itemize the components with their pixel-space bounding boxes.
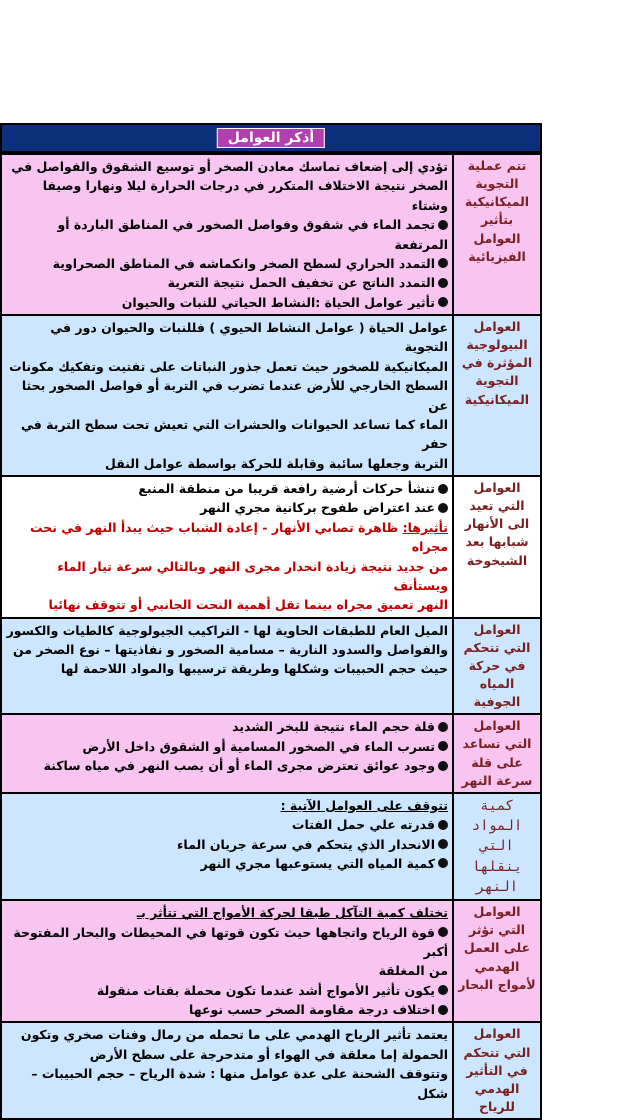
row-label: العوامل البيولوجية المؤثرة في التجوية الميكانيكية [453, 315, 541, 476]
bullet-icon [438, 927, 448, 937]
bullet-icon [438, 278, 448, 288]
bullet-icon [438, 839, 448, 849]
content-line: عوامل الحياة ( عوامل النشاط الحيوي ) فللنبات والحيوان دور في التجوية [50, 320, 448, 355]
row-content [1, 154, 453, 315]
list-item: قلة حجم الماء نتيجة للبخر الشديد [6, 717, 448, 736]
content-heading: تتوقف على العوامل الآتية : [280, 797, 448, 813]
list-item: التمدد الناتج عن تخفيف الحمل نتيجة التعرية [6, 273, 448, 292]
bullet-icon [438, 741, 448, 751]
bullet-icon [438, 985, 448, 995]
list-item: تجمد الماء في شقوق وفواصل الصخور في المناطق الباردة أو المرتفعة [57, 217, 448, 252]
bullet-icon [438, 820, 448, 830]
table-row [1, 900, 541, 1022]
list-item: التمدد الحراري لسطح الصخر وانكماشه في المناطق الصحراوية [6, 254, 448, 273]
bullet-icon [438, 858, 448, 868]
content-line: والفواصل والسدود النارية – مسامية الصخور و نفاذيتها – نوع الصخر من [13, 642, 448, 657]
list-item: تأثير عوامل الحياة :النشاط الحياتي للنبات والحيوان [6, 293, 448, 312]
content-heading: تختلف كمية التآكل طبقا لحركة الأمواج التي تتأثر بـ [136, 905, 448, 921]
content-line: يعتمد تأثير الرياح الهدمي على ما تحمله من رمال وفتات صخري وتكون [20, 1027, 448, 1043]
table-row [1, 315, 541, 476]
bullet-icon [438, 297, 448, 307]
row-content [1, 1022, 453, 1119]
row-content [1, 714, 453, 793]
content-line: تأثيرها: ظاهرة تصابي الأنهار - إعادة الشباب حيث يبدأ النهر في نحت مجراه [29, 519, 448, 555]
list-item: وجود عوائق تعترض مجرى الماء أو أن يصب النهر في مياه ساكنة [6, 756, 448, 775]
row-label: العوامل التي تتحكم في حركة المياه الجوفية [453, 618, 541, 715]
row-label: العوامل التي تتحكم في التأثير الهدمي للرياح [453, 1022, 541, 1119]
bullet-icon [438, 722, 448, 732]
content-line: وتتوقف الشحنة على عدة عوامل منها : شدة الرياح – حجم الحبيبات – شكل [31, 1066, 448, 1101]
table-row [1, 618, 541, 715]
row-label: العوامل التي تساعد على قلة سرعة النهر [453, 714, 541, 793]
row-content [1, 900, 453, 1022]
bullet-icon [438, 220, 448, 230]
list-item: تسرب الماء في الصخور المسامية أو الشقوق داخل الأرض [6, 737, 448, 756]
content-line: حيث حجم الحبيبات وشكلها وطريقة ترسيبها والمواد اللاحمة لها [60, 661, 448, 677]
content-line: النهر تعميق مجراه بينما تقل أهمية النحت الجانبي أو تتوقف نهائيا [48, 597, 448, 613]
content-line: من جديد نتيجة زيادة انحدار مجرى النهر وبالتالي سرعة تيار الماء ويستأنف [57, 558, 448, 593]
list-item: قوة الرياح واتجاهها حيث تكون قوتها في المحيطات والبحار المفتوحة أكبر [13, 924, 448, 959]
bullet-icon [438, 761, 448, 771]
table-row [1, 154, 541, 315]
list-item: تنشأ حركات أرضية رافعة قريبا من منطقة المنبع [6, 479, 448, 498]
row-label: العوامل التي تؤثر على العمل الهدمي لأمواج البحار [453, 900, 541, 1022]
table-row [1, 793, 541, 900]
list-item: كمية المياه التي يستوعبها مجري النهر [6, 854, 448, 873]
bullet-icon [438, 484, 448, 494]
effect-label: تأثيرها: [402, 519, 448, 535]
row-label: كمية المواد التي ينقلها النهر [453, 793, 541, 900]
row-content [1, 476, 453, 618]
table-row [1, 714, 541, 793]
worksheet [0, 123, 542, 1114]
content-line: تؤدي إلى إضعاف تماسك معادن الصخر أو توسيع الشقوق والفواصل في [11, 159, 448, 174]
list-item: الانحدار الذي يتحكم في سرعة جريان الماء [6, 835, 448, 854]
list-item: يكون تأثير الأمواج أشد عندما تكون محملة بفتات منقولة [6, 981, 448, 1000]
bullet-icon [438, 258, 448, 268]
content-line: الميل العام للطبقات الحاوية لها - التراكيب الجيولوجية كالطيات والكسور [6, 622, 448, 638]
bullet-icon [438, 503, 448, 513]
list-item: قدرته علي حمل الفتات [6, 815, 448, 834]
content-line: الصخر نتيجة الاختلاف المتكرر في درجات الحرارة ليلا ونهارا وصيفا وشتاء [42, 178, 448, 213]
content-line: الميكانيكية للصخور حيث تعمل جذور النباتات على تفتيت وتفكيك مكونات [9, 358, 448, 374]
list-item: عند اعتراض طفوح بركانية مجري النهر [6, 498, 448, 517]
list-item: اختلاف درجة مقاومة الصخر حسب نوعها [6, 1000, 448, 1019]
bullet-icon [438, 1005, 448, 1015]
factors-table [0, 153, 542, 1120]
content-line: الماء كما تساعد الحيوانات والحشرات التي تعيش تحت سطح التربة في حفر [20, 416, 448, 452]
content-line: الحمولة إما معلقة في الهواء أو متدحرجة على سطح الأرض [89, 1046, 448, 1062]
row-content [1, 618, 453, 715]
content-line: من المغلقة [378, 963, 448, 979]
row-content [1, 793, 453, 900]
title-bar [0, 123, 542, 153]
content-line: التربة وجعلها سائبة وقابلة للحركة بواسطة عوامل النقل [105, 455, 448, 471]
content-line: السطح الخارجي للأرض عندما تضرب في التربة أو فواصل الصخور بحثا عن [21, 378, 448, 413]
table-row [1, 1022, 541, 1119]
row-label: تتم عملية التجوية الميكانيكية بتأثير العوامل الفيزيائية [453, 154, 541, 315]
row-label: العوامل التي تعيد الى الأنهار شبابها بعد الشيخوخة [453, 476, 541, 618]
row-content [1, 315, 453, 476]
page-title: أذكر العوامل [217, 128, 325, 148]
table-row [1, 476, 541, 618]
